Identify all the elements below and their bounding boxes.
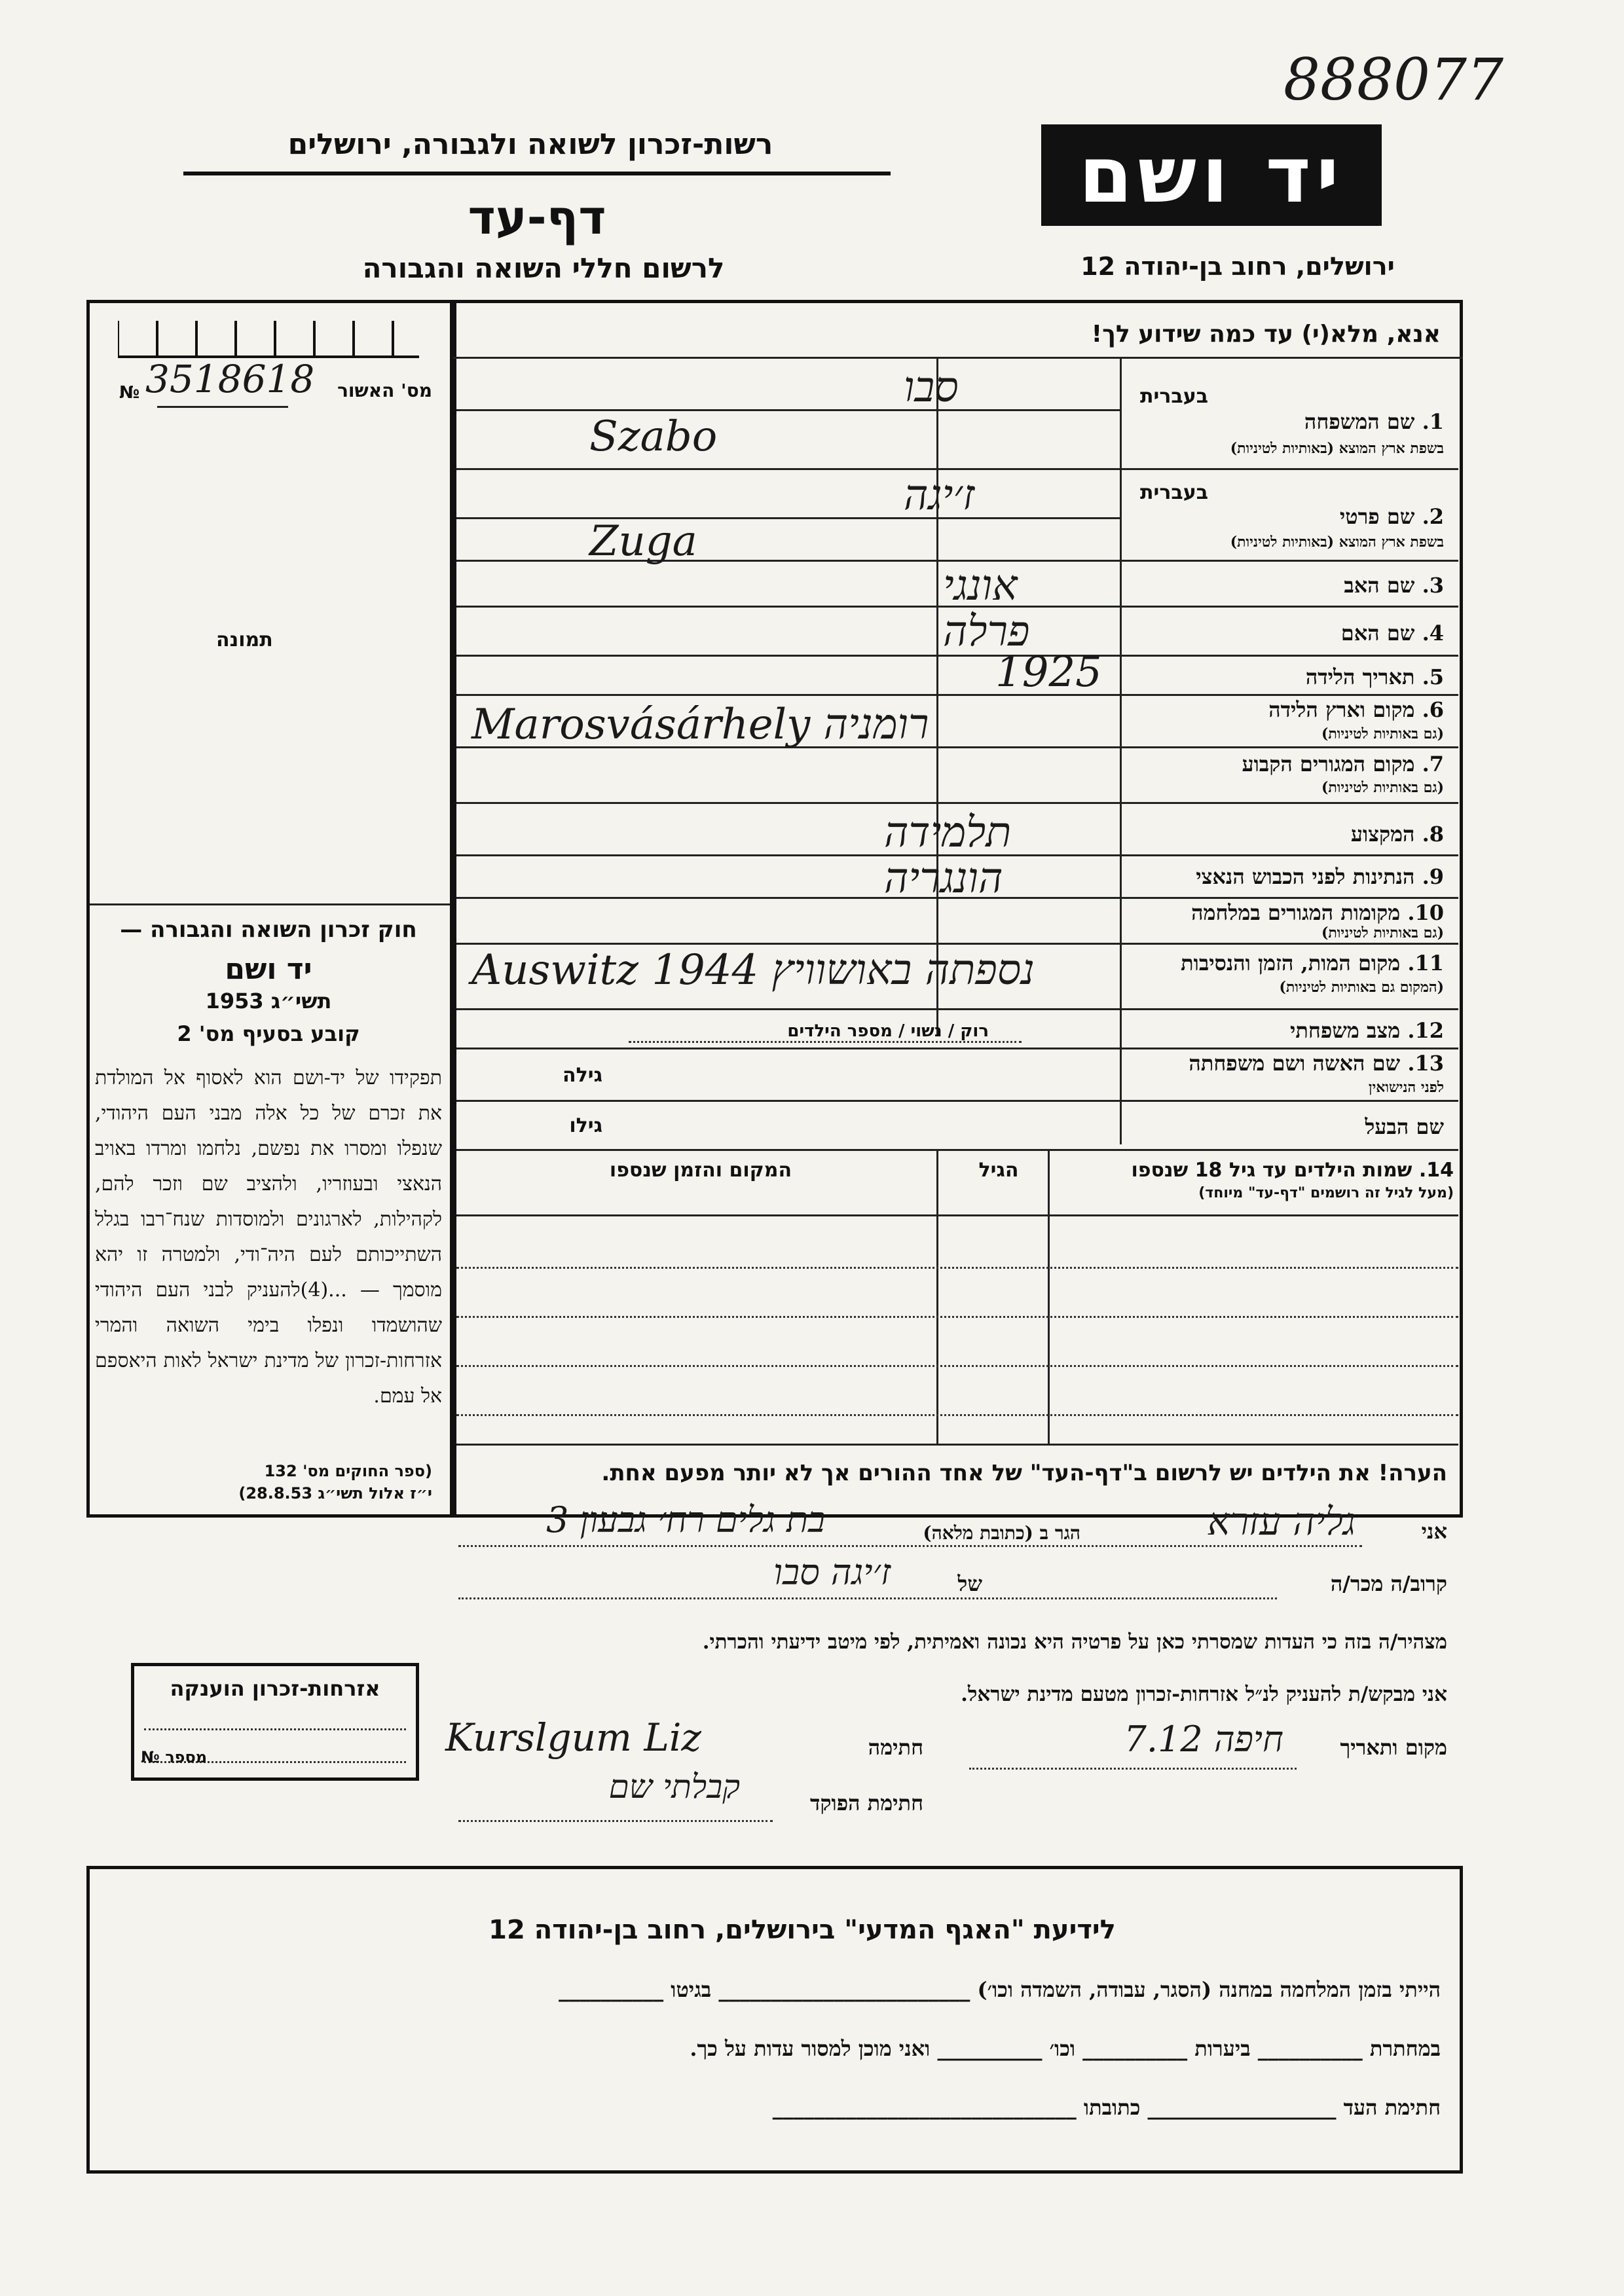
field-8-label: 8. המקצוע: [1350, 822, 1444, 847]
photo-label: תמונה: [216, 629, 273, 651]
field-1-sub: בשפת ארץ המוצא (באותיות לטיניות): [1230, 440, 1444, 457]
tick-boxes: [118, 321, 426, 360]
stamp-number: 888077: [1283, 46, 1504, 113]
officer-signature: קבלתי שם: [608, 1768, 740, 1806]
place-date-value: חיפה 7.12: [1124, 1719, 1283, 1760]
officer-line: [458, 1820, 773, 1822]
victim-name-repeat: ז׳יגה סבו: [773, 1552, 891, 1593]
place-date-label: מקום ותאריך: [1340, 1735, 1447, 1760]
memorial-number-label: № מספר: [141, 1748, 208, 1766]
approval-prefix: №: [119, 383, 140, 403]
declarant-signature: Kurslgum Liz: [445, 1715, 701, 1760]
field-12-label: 12. מצב משפחתי: [1290, 1018, 1444, 1043]
birth-place-value: Marosvásárhely רומניה: [471, 701, 929, 749]
approval-number: 3518618: [145, 357, 315, 401]
children-row: [456, 1267, 1458, 1269]
memorial-line: [144, 1728, 406, 1730]
relative-label: קרוב/ה מכר/ה: [1330, 1571, 1447, 1596]
row-line: [456, 1008, 1458, 1010]
family-status-line: [629, 1041, 1022, 1043]
law-reference: [98, 1460, 432, 1504]
law-text: תפקידו של יד-ושם הוא לאסוף אל המולדת את זכרם של כל אלה מבני העם היהודי, שנפלו ומסרו את נפשם, נלחמו ומרדו באויב הנאצי ובעוזריו, ולהציב שם וזכר להם, לקהילות, לארגונים ולמוסדות שנח־רבו בגלל השתייכותם לעם היה־ודי, ולמטרה זו יהא מוסמך — ...(4)להעניק לבני העם היהודי שהושמדו ונפלו בימי השואה והמרי אזרחות-זכרון של מדינת ישראל לאות היאספם אל עמם.: [95, 1066, 443, 1408]
first-name-latin: Zuga: [589, 517, 697, 566]
bottom-info-box: [86, 1866, 1463, 2174]
field-6-sub: (גם באותיות לטיניות): [1321, 725, 1444, 742]
surname-latin: Szabo: [589, 412, 718, 461]
mother-name-value: פרלה: [943, 608, 1030, 656]
children-row: [456, 1214, 1458, 1216]
approval-label: מס' האשור: [337, 380, 432, 401]
place-date-line: [969, 1768, 1297, 1770]
wife-age-label: גילה: [563, 1064, 602, 1087]
family-status-options: רוק / נשוי / מספר הילדים: [787, 1021, 989, 1041]
birth-date-value: 1925: [995, 648, 1102, 697]
field-5-label: 5. תאריך הלידה: [1305, 665, 1444, 689]
field-3-label: 3. שם האב: [1344, 573, 1444, 598]
signature-label: חתימה: [868, 1735, 923, 1760]
field-10-label: 10. מקומות המגורים במלחמה: [1191, 900, 1444, 925]
children-divider: [936, 1149, 938, 1444]
law-ref-line-1: (ספר החוקים מס' 132: [264, 1462, 432, 1480]
father-name-value: אונגי: [943, 562, 1018, 610]
field-13-sub: לפני הנישואין: [1368, 1079, 1444, 1096]
label-divider: [1120, 359, 1122, 1144]
field-1-label: 1. שם המשפחה: [1304, 409, 1444, 434]
form-subtitle: לרשום חללי השואה והגבורה: [362, 252, 725, 284]
law-logo: יד ושם: [225, 953, 312, 986]
field-11-sub: (המקום גם באותיות לטיניות): [1279, 979, 1444, 996]
left-divider: [90, 903, 450, 905]
field-9-label: 9. הנתינות לפני הכבוש הנאצי: [1196, 864, 1444, 889]
children-subheader: (מעל לגיל זה רושמים "דף-עד" מיוחד): [1198, 1185, 1454, 1201]
form-title: דף-עד: [468, 190, 606, 245]
intro-divider: [453, 357, 1463, 359]
authority-title: רשות-זכרון לשואה ולגבורה, ירושלים: [287, 128, 773, 161]
law-year: תשי״ג 1953: [205, 989, 332, 1013]
law-title: חוק זכרון השואה והגבורה —: [120, 917, 417, 943]
nationality-value: הונגריה: [884, 854, 1003, 903]
address: ירושלים, רחוב בן-יהודה 12: [1080, 252, 1395, 281]
row-line: [456, 1149, 1458, 1151]
field-2-sub: בשפת ארץ המוצא (באותיות לטיניות): [1230, 534, 1444, 551]
field-7-sub: (גם באותיות לטיניות): [1321, 779, 1444, 796]
law-ref-line-2: י״ז אלול תשי״ג 28.8.53): [238, 1484, 432, 1503]
bottom-line-1: הייתי בזמן המלחמה במחנה (הסגר, עבודה, השמדה וכו׳) ________________________ בגיטו __________: [559, 1977, 1441, 2002]
children-header: 14. שמות הילדים עד גיל 18 שנספו: [1131, 1159, 1454, 1182]
husband-label: שם הבעל: [1365, 1114, 1444, 1139]
first-name-hebrew: ז׳יגה: [904, 471, 975, 520]
field-10-sub: (גם באותיות לטיניות): [1321, 924, 1444, 941]
law-section: קובע בסעיף מס' 2: [177, 1021, 360, 1046]
row-line: [456, 694, 1458, 696]
husband-age-label: גילו: [569, 1114, 602, 1137]
row-line: [456, 1100, 1458, 1102]
row-line: [456, 517, 1120, 519]
value-divider: [936, 359, 938, 1036]
children-row: [456, 1316, 1458, 1318]
declarant-line: [458, 1545, 1362, 1547]
of-label: של: [957, 1571, 982, 1596]
in-hebrew-label: בעברית: [1140, 481, 1208, 504]
info-title: לידיעת "האגף המדעי" בירושלים, רחוב בן-יהודה 12: [489, 1915, 1116, 1945]
row-line: [456, 802, 1458, 804]
row-line: [456, 1048, 1458, 1049]
death-place-value: Auswitz 1944 נספתה באושוויץ: [471, 946, 1035, 994]
declarant-label: אני: [1421, 1519, 1447, 1544]
yad-vashem-logo: יד ושם: [1041, 124, 1382, 226]
row-line: [456, 943, 1458, 945]
request-text: אני מבקש/ת להעניק לנ״ל אזרחות-זכרון מטעם מדינת ישראל.: [961, 1683, 1447, 1706]
approval-underline: [157, 406, 288, 408]
bottom-line-3: חתימת העד __________________ כתובתו _____________________________: [772, 2095, 1441, 2120]
declarant-address: בת גלים רח׳ גבעון 3: [546, 1499, 825, 1540]
row-line: [456, 468, 1458, 470]
children-age-column: הגיל: [978, 1159, 1019, 1182]
field-13-label: 13. שם האשה ושם משפחתה: [1189, 1051, 1444, 1076]
surname-hebrew: סבו: [904, 363, 959, 412]
children-note: הערה! את הילדים יש לרשום ב"דף-העד" של אחד ההורים אך לא יותר מפעם אחת.: [601, 1460, 1447, 1486]
address-label: הגר ב (כתובת מלאה): [923, 1522, 1080, 1544]
children-place-column: המקום והזמן שנספו: [609, 1159, 792, 1182]
in-hebrew-label: בעברית: [1140, 385, 1208, 408]
field-4-label: 4. שם האם: [1340, 621, 1444, 646]
children-row: [456, 1414, 1458, 1416]
row-line: [456, 409, 1120, 411]
field-2-label: 2. שם פרטי: [1339, 504, 1444, 529]
field-7-label: 7. מקום המגורים הקבוע: [1242, 752, 1444, 776]
header-divider: [183, 172, 891, 175]
certify-text: מצהיר/ה בזה כי העדות שמסרתי כאן על פרטיה היא נכונה ואמיתית, לפי מיטב ידיעתי והכרתי.: [702, 1630, 1447, 1654]
children-bottom: [456, 1444, 1458, 1446]
bottom-line-2: במחתרת __________ ביערות __________ וכו׳ __________ ואני מוכן למסור עדות על כך.: [690, 2036, 1441, 2061]
field-11-label: 11. מקום המות, הזמן והנסיבות: [1181, 951, 1444, 975]
officer-signature-label: חתימת הפוקד: [810, 1791, 923, 1815]
relative-line: [458, 1597, 1277, 1599]
field-6-label: 6. מקום וארץ הלידה: [1268, 697, 1444, 722]
intro-text: אנא, מלא(י) עד כמה שידוע לך!: [1091, 321, 1441, 348]
children-row: [456, 1365, 1458, 1367]
profession-value: תלמידה: [884, 809, 1012, 857]
declarant-name: גליה עזרא: [1207, 1499, 1356, 1544]
memorial-citizenship-title: אזרחות-זכרון הוענקה: [170, 1676, 380, 1701]
